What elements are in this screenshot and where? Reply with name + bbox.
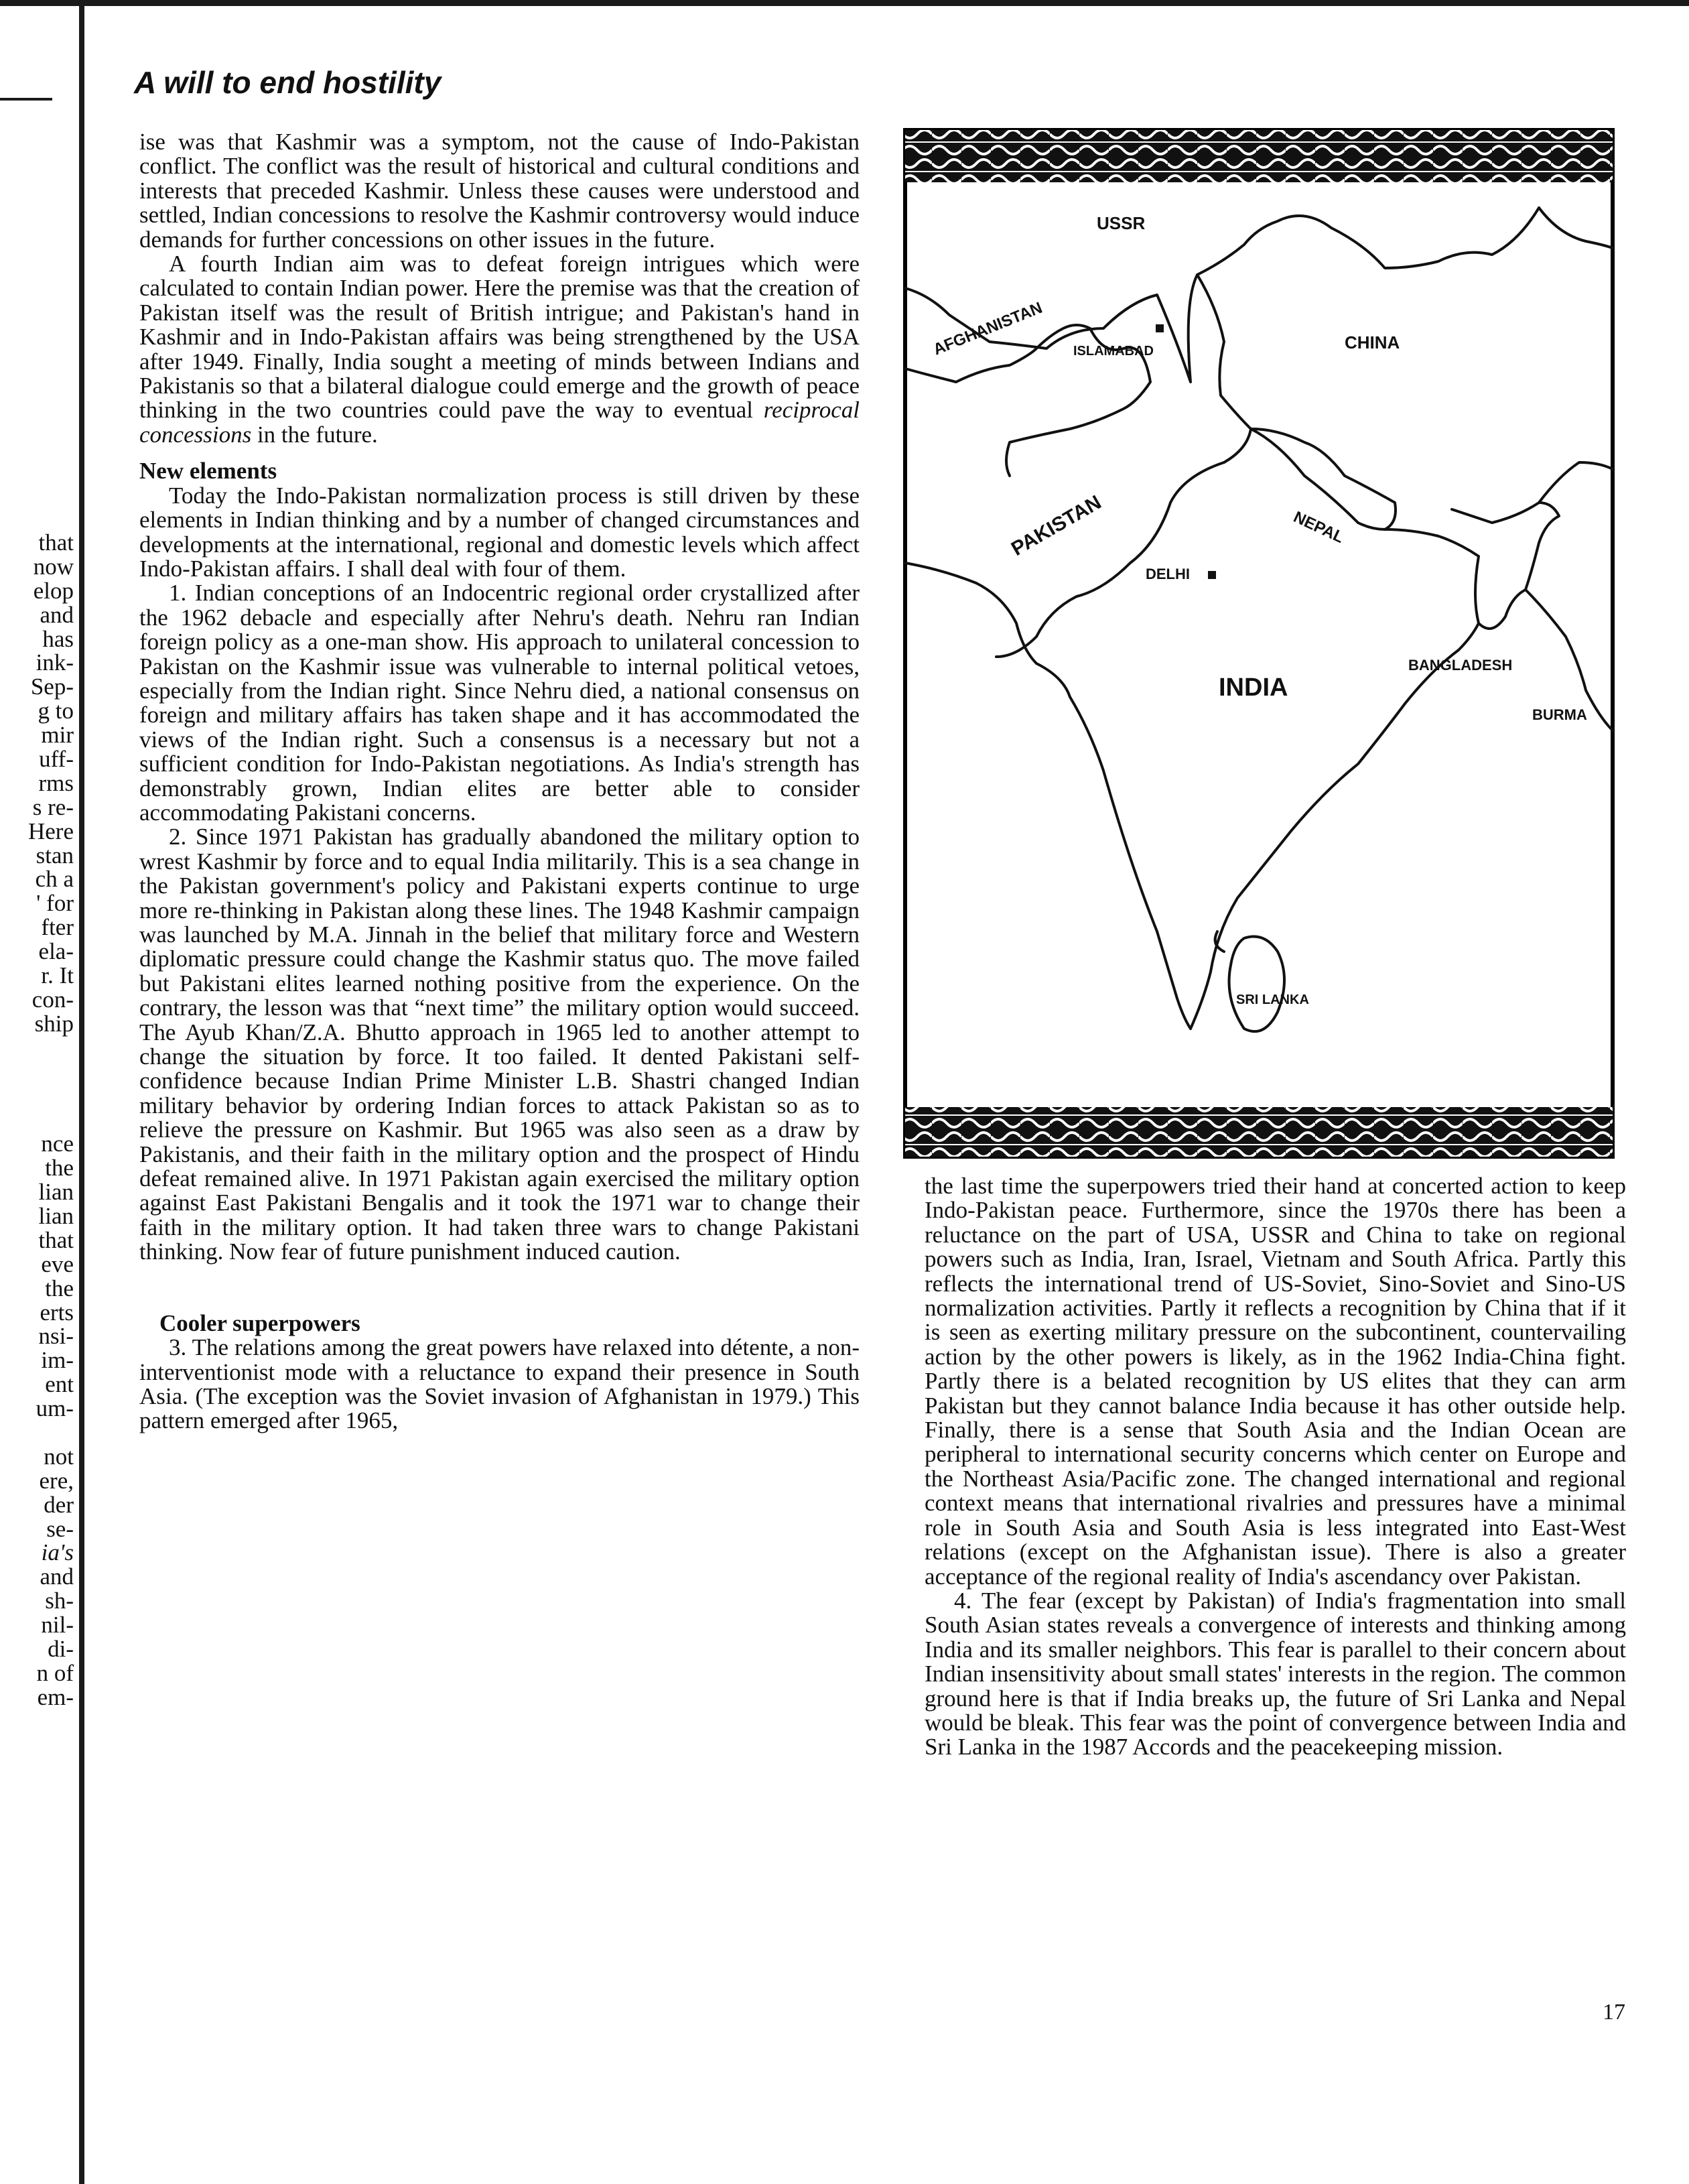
margin-fragment: s re- bbox=[32, 793, 74, 820]
margin-fragment: ch a bbox=[35, 866, 74, 893]
label-nepal: NEPAL bbox=[1290, 507, 1347, 548]
margin-fragment: stan bbox=[36, 842, 74, 869]
ussr-border bbox=[905, 208, 1613, 382]
bangladesh-border bbox=[1385, 503, 1559, 629]
paragraph: 1. Indian conceptions of an Indocentric regional order crystallized after the 1962 debacle and especially after Nehru's death. Nehru ran Indian foreign policy as a one-man show. His approach to unilateral concession to Pakistan on the Kashmir issue was vulnerable to internal political vetoes, especially from the Indian right. Since Nehru died, a national consensus on foreign and military affairs has taken shape and it has accommodated the views of the Indian right. Such a consensus is a necessary but not a sufficient condition for Indo-Pakistan negotiations. As India's strength has demonstrably grown, Indian elites are better able to consider accommodating Pakistani concerns. bbox=[139, 580, 860, 826]
margin-fragment: mir bbox=[41, 722, 74, 749]
label-islamabad: ISLAMABAD bbox=[1073, 344, 1154, 359]
china-pakistan-border bbox=[1197, 275, 1251, 462]
binding-rule bbox=[79, 0, 84, 2184]
paragraph: 3. The relations among the great powers have relaxed into détente, a non-interventionist mode with a reluctance to expand their presence in South Asia. (The exception was the Soviet invasion of Afghanistan in 1979.) This pattern emerged after 1965, bbox=[139, 1334, 860, 1434]
margin-fragment: der bbox=[44, 1491, 74, 1518]
margin-fragment bbox=[0, 1421, 74, 1445]
margin-fragment: nce bbox=[41, 1131, 74, 1157]
label-delhi: DELHI bbox=[1146, 566, 1190, 582]
paragraph: Today the Indo-Pakistan normalization process is still driven by these elements in Indian thinking and by a number of changed circumstances and developments at the international, regional and domestic levels which affect Indo-Pakistan affairs. I shall deal with four of them. bbox=[139, 482, 860, 582]
top-rule bbox=[0, 0, 1689, 6]
margin-fragment: nil- bbox=[41, 1612, 74, 1639]
margin-fragment: and bbox=[40, 601, 74, 628]
margin-fragment: ela- bbox=[38, 938, 74, 965]
nepal-border bbox=[1251, 429, 1396, 529]
margin-fragment: ent bbox=[45, 1371, 74, 1398]
label-afghanistan: AFGHANISTAN bbox=[931, 298, 1045, 359]
label-india: INDIA bbox=[1219, 673, 1288, 702]
margin-fragment: uff- bbox=[39, 746, 74, 773]
sri-lanka-outline bbox=[1229, 937, 1285, 1032]
margin-fragment: ship bbox=[34, 1010, 74, 1037]
pakistan-india-border bbox=[996, 462, 1224, 657]
margin-fragment: ia's bbox=[41, 1539, 74, 1566]
margin-fragment: ere, bbox=[39, 1467, 74, 1494]
section-heading: New elements bbox=[139, 458, 277, 485]
margin-fragment: im- bbox=[41, 1347, 74, 1374]
margin-tick bbox=[0, 98, 52, 101]
margin-fragment: em- bbox=[37, 1683, 74, 1710]
page-number: 17 bbox=[1603, 2000, 1625, 2025]
margin-fragment: lian bbox=[38, 1202, 74, 1229]
label-pakistan: PAKISTAN bbox=[1008, 491, 1105, 561]
margin-fragment: has bbox=[42, 625, 74, 652]
margin-fragment: rms bbox=[38, 769, 74, 796]
margin-fragment: not bbox=[44, 1443, 74, 1470]
delhi-marker bbox=[1208, 571, 1216, 579]
left-margin-fragments bbox=[0, 531, 74, 1710]
label-ussr: USSR bbox=[1097, 213, 1146, 233]
paragraph: ise was that Kashmir was a symptom, not the cause of Indo-Pakistan conflict. The conflict was the result of historical and cultural conditions and interests that preceded Kashmir. Unless these causes were understood and settled, Indian concessions to resolve the Kashmir controversy would induce demands for further concessions on other issues in the future. bbox=[139, 129, 860, 253]
margin-fragment: r. It bbox=[41, 962, 74, 989]
margin-fragment: se- bbox=[46, 1515, 74, 1542]
margin-fragment: that bbox=[38, 1226, 74, 1253]
margin-fragment bbox=[0, 1060, 74, 1084]
paragraph: 4. The fear (except by Pakistan) of India's fragmentation into small South Asian states reveals a convergence of interests and thinking among India and its smaller neighbors. This fear is parallel to their concern about Indian insensitivity about small states' interests in the region. The common ground here is that if India breaks up, the future of Sri Lanka and Nepal would be bleak. This fear was the point of convergence between India and Sri Lanka in the 1987 Accords and the peacekeeping mission. bbox=[925, 1587, 1626, 1760]
margin-fragment: now bbox=[33, 553, 74, 580]
margin-fragment: nsi- bbox=[38, 1323, 74, 1350]
margin-fragment bbox=[0, 1036, 74, 1060]
label-sri-lanka: SRI LANKA bbox=[1236, 992, 1309, 1007]
column-left bbox=[139, 130, 860, 1433]
page-title: A will to end hostility bbox=[134, 65, 442, 100]
section-heading: Cooler superpowers bbox=[159, 1309, 360, 1336]
margin-fragment: g to bbox=[38, 698, 74, 724]
margin-fragment: fter bbox=[41, 914, 74, 941]
margin-fragment: Here bbox=[27, 818, 74, 844]
paragraph: A fourth Indian aim was to defeat foreign intrigues which were calculated to contain Indian power. Here the premise was that the creation of Pakistan itself was the result of British intrigue; and Pakistan's hand in Kashmir and in Indo-Pakistan affairs was being strengthened by the USA after 1949. Finally, India sought a meeting of minds between Indians and Pakistanis so that a bilateral dialogue could emerge and the growth of peace thinking in the two countries could pave the way to eventual reciprocal concessions in the future. bbox=[139, 251, 860, 448]
label-china: CHINA bbox=[1345, 332, 1400, 352]
margin-fragment: con- bbox=[31, 986, 74, 1013]
margin-fragment: elop bbox=[33, 577, 74, 604]
pakistan-coast bbox=[905, 563, 1036, 663]
margin-fragment: ink- bbox=[36, 649, 74, 676]
burma-border bbox=[1539, 462, 1613, 503]
margin-fragment: lian bbox=[38, 1179, 74, 1206]
margin-fragment: that bbox=[38, 531, 74, 556]
margin-fragment: um- bbox=[36, 1395, 74, 1422]
margin-fragment: eve bbox=[41, 1250, 74, 1277]
margin-fragment: Sep- bbox=[30, 673, 74, 700]
margin-fragment: n of bbox=[36, 1659, 74, 1686]
margin-fragment: the bbox=[45, 1275, 74, 1301]
column-right bbox=[925, 1174, 1626, 1760]
margin-fragment: the bbox=[45, 1155, 74, 1181]
paragraph: the last time the superpowers tried their hand at concerted action to keep Indo-Pakistan peace. Furthermore, since the 1970s there has been a reluctance on the part of USA, USSR and China to take on regional powers such as India, Iran, Israel, Vietnam and South Africa. Partly this reflects the international trend of US-Soviet, Sino-Soviet and Sino-US normalization activities. Partly it reflects a recognition by China that if it is seen as exerting military pressure on the subcontinent, countervailing action by the other powers is likely, as in the 1962 India-China fight. Partly there is a belated recognition by US elites that they can arm Pakistan but they cannot balance India because it has other outside help. Finally, there is a sense that South Asia and the Indian Ocean are peripheral to international security concerns which center on Europe and the Northeast Asia/Pacific zone. The changed international and regional context means that international rivalries and pressures have a minimal role in South Asia and South Asia is less integrated into East-West relations (except on the Afghanistan issue). There is also a greater acceptance of the regional reality of India's ascendancy over Pakistan. bbox=[925, 1173, 1626, 1590]
margin-fragment bbox=[0, 1108, 74, 1132]
margin-fragment: erts bbox=[40, 1299, 74, 1326]
south-asia-map bbox=[902, 127, 1615, 1159]
margin-fragment bbox=[0, 1084, 74, 1108]
margin-fragment: ' for bbox=[36, 890, 74, 917]
margin-fragment: and bbox=[40, 1563, 74, 1590]
india-west-coast bbox=[1036, 663, 1191, 1029]
label-bangladesh: BANGLADESH bbox=[1408, 657, 1513, 673]
paragraph: 2. Since 1971 Pakistan has gradually abandoned the military option to wrest Kashmir by force and to equal India militarily. This is a sea change in the Pakistan government's policy and Pakistani experts continue to urge more re-thinking in Pakistan along these lines. The 1948 Kashmir campaign was launched by M.A. Jinnah in the belief that military force and Western diplomatic pressure could change the Kashmir status quo. The move failed but Pakistani elites learned nothing positive from the experience. On the contrary, the lesson was that “next time” the military option would succeed. The Ayub Khan/Z.A. Bhutto approach in 1965 led to another attempt to change the situation by force. It too failed. It dented Pakistani self-confidence because Indian Prime Minister L.B. Shastri changed Indian military behavior by ordering Indian forces to attack Pakistan so as to relieve the pressure on Kashmir. But 1965 was also seen as a draw by Pakistanis, and their faith in the military option and the prospect of Hindu defeat remained alive. In 1971 Pakistan again exercised the military option against East Pakistani Bengalis and it took the 1971 war to change their faith in the military option. It had taken three wars to change Pakistani thinking. Now fear of future punishment induced caution. bbox=[139, 824, 860, 1265]
islamabad-marker bbox=[1156, 324, 1164, 332]
label-burma: BURMA bbox=[1532, 706, 1587, 723]
margin-fragment: di- bbox=[48, 1635, 74, 1662]
margin-fragment: sh- bbox=[45, 1588, 74, 1614]
